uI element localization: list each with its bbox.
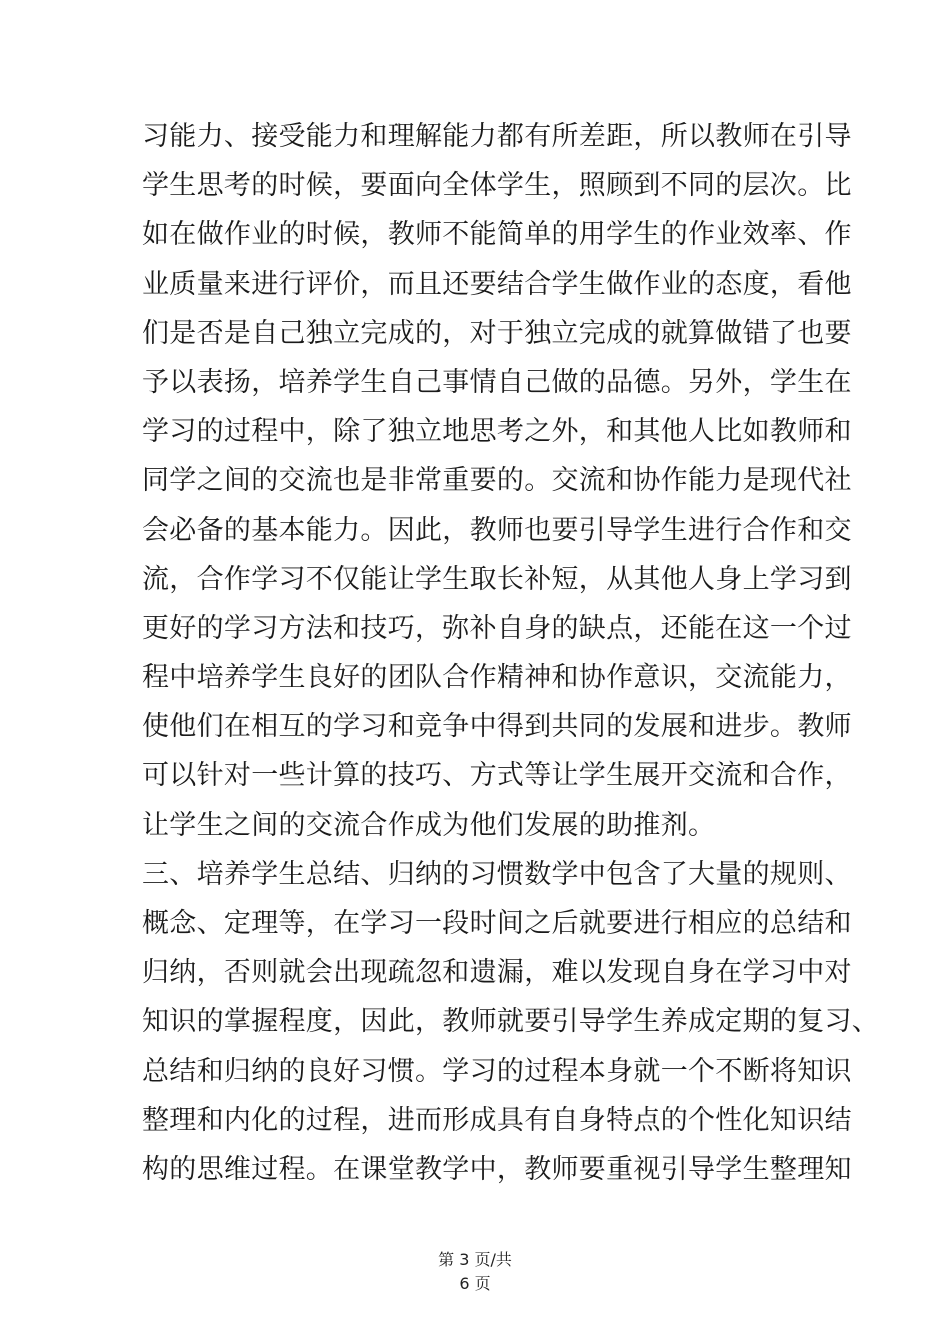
text-line: 业质量来进行评价，而且还要结合学生做作业的态度，看他	[142, 268, 852, 300]
text-line: 习能力、接受能力和理解能力都有所差距，所以教师在引导	[142, 121, 852, 152]
text-line: 会必备的基本能力。因此，教师也要引导学生进行合作和交	[142, 514, 852, 546]
text-line: 构的思维过程。在课堂教学中，教师要重视引导学生整理知	[142, 1153, 852, 1185]
text-line: 同学之间的交流也是非常重要的。交流和协作能力是现代社	[142, 465, 852, 497]
page-number-line-1: 第 3 页/共	[438, 1250, 512, 1269]
text-line: 可以针对一些计算的技巧、方式等让学生展开交流和合作，	[142, 760, 852, 792]
text-line: 程中培养学生良好的团队合作精神和协作意识，交流能力，	[142, 662, 852, 694]
text-line: 总结和归纳的良好习惯。学习的过程本身就一个不断将知识	[142, 1055, 852, 1087]
text-line: 使他们在相互的学习和竞争中得到共同的发展和进步。教师	[142, 711, 852, 743]
text-line: 予以表扬，培养学生自己事情自己做的品德。另外，学生在	[142, 366, 852, 398]
text-line: 更好的学习方法和技巧，弥补自身的缺点，还能在这一个过	[142, 612, 852, 644]
text-line: 流，合作学习不仅能让学生取长补短，从其他人身上学习到	[142, 563, 852, 595]
text-line: 归纳，否则就会出现疏忽和遗漏，难以发现自身在学习中对	[142, 957, 852, 989]
page-footer	[0, 1248, 950, 1296]
text-line: 知识的掌握程度，因此，教师就要引导学生养成定期的复习、	[142, 1006, 880, 1038]
text-line: 让学生之间的交流合作成为他们发展的助推剂。	[142, 809, 716, 841]
text-line: 整理和内化的过程，进而形成具有自身特点的个性化知识结	[142, 1104, 852, 1136]
section-heading-line: 三、培养学生总结、归纳的习惯数学中包含了大量的规则、	[142, 858, 852, 890]
text-line: 如在做作业的时候，教师不能简单的用学生的作业效率、作	[142, 219, 852, 251]
page-number-line-2: 6 页	[459, 1274, 491, 1293]
text-line: 们是否是自己独立完成的，对于独立完成的就算做错了也要	[142, 317, 852, 349]
text-line: 概念、定理等，在学习一段时间之后就要进行相应的总结和	[142, 908, 852, 939]
text-line: 学生思考的时候，要面向全体学生，照顾到不同的层次。比	[142, 170, 852, 202]
body-text	[142, 112, 880, 1194]
text-line: 学习的过程中，除了独立地思考之外，和其他人比如教师和	[142, 416, 852, 448]
